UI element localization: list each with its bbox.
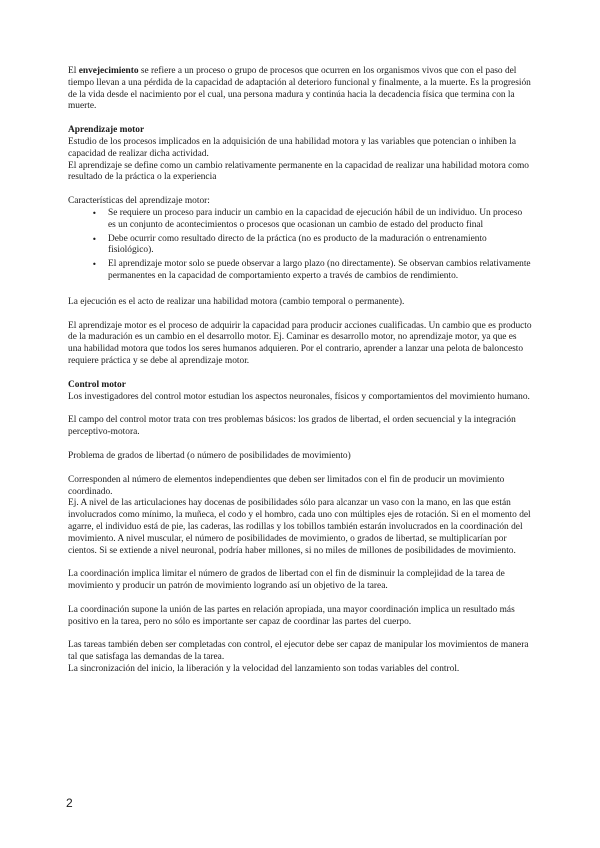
motor-control-heading: Control motor	[68, 379, 126, 390]
intro-term: envejecimiento	[78, 66, 139, 76]
intro-rest: se refiere a un proceso o grupo de procesos que ocurren en los organismos vivos que con el paso del tiempo llevan a una pérdida de la capacidad de adaptación al deterioro funcional y finalmente, a la muerte. Es la progresión de la vida desde el nacimiento por el cual, una persona madura y continúa hacia la decadencia física que termina con la muerte.	[68, 66, 531, 112]
coordination-union-paragraph: La coordinación supone la unión de las partes en relación apropiada, una mayor coordinación implica un resultado más positivo en la tarea, pero no sólo es importante ser capaz de coordinar las partes del cuerpo.	[68, 604, 515, 627]
characteristics-intro: Características del aprendizaje motor:	[68, 196, 210, 207]
execution-paragraph: La ejecución es el acto de realizar una habilidad motora (cambio temporal o permanente).	[68, 296, 405, 307]
bullet-icon: •	[92, 234, 97, 244]
characteristics-list	[68, 208, 532, 283]
bullet-icon: •	[92, 208, 97, 218]
motor-learning-process-paragraph: El aprendizaje motor es el proceso de adquirir la capacidad para producir acciones cualificadas. Un cambio que es producto de la maduración es un cambio en el desarrollo motor. Ej. Caminar es desarrollo motor, no aprendizaje motor, ya que es una habilidad motora que todos los seres humanos adquieren. Por el contrario, aprender a lanzar una pelota de baloncesto requiere práctica y se debe al aprendizaje motor.	[68, 320, 532, 366]
intro-paragraph	[68, 66, 532, 113]
page-number: 2	[66, 796, 73, 810]
list-item	[92, 207, 532, 232]
degrees-of-freedom-example: Ej. A nivel de las articulaciones hay docenas de posibilidades sólo para alcanzar un vaso con la mano, en las que están involucrados como mínimo, la muñeca, el codo y el hombro, cada uno con múltiples ejes de rotación. Si en el momento del agarre, el individuo está de pie, las caderas, las rodillas y los tobillos también estarán involucrados en la coordinación del movimiento. A nivel muscular, el número de posibilidades de movimiento, o grados de libertad, se multiplicarían por cientos. Si se extiende a nivel neuronal, podría haber millones, si no miles de millones de posibilidades de movimiento.	[68, 498, 531, 556]
list-item	[92, 233, 532, 258]
motor-control-problems: El campo del control motor trata con tres problemas básicos: los grados de libertad, el orden secuencial y la integración perceptivo-motora.	[68, 415, 516, 438]
synchronization-paragraph: La sincronización del inicio, la liberación y la velocidad del lanzamiento son todas variables del control.	[68, 664, 460, 675]
degrees-of-freedom-title: Problema de grados de libertad (o número de posibilidades de movimiento)	[68, 450, 351, 461]
degrees-of-freedom-definition: Corresponden al número de elementos independientes que deben ser limitados con el fin de producir un movimiento coordinado.	[68, 474, 505, 497]
list-item-text: El aprendizaje motor solo se puede observar a largo plazo (no directamente). Se observan cambios relativamente permanentes en la capacidad de comportamiento experto a través de cambios de rendimiento.	[108, 259, 531, 281]
intro-prefix: El	[68, 66, 79, 76]
motor-learning-definition: Estudio de los procesos implicados en la adquisición de una habilidad motora y las variables que potencian o inhiben la capacidad de realizar dicha actividad.	[68, 136, 517, 159]
motor-control-researchers: Los investigadores del control motor estudian los aspectos neuronales, físicos y comportamientos del movimiento humano.	[68, 391, 530, 402]
motor-learning-heading: Aprendizaje motor	[68, 125, 145, 136]
motor-learning-change: El aprendizaje se define como un cambio relativamente permanente en la capacidad de realizar una habilidad motora como resultado de la práctica o la experiencia	[68, 160, 529, 183]
list-item-text: Debe ocurrir como resultado directo de la práctica (no es producto de la maduración o entrenamiento fisiológico).	[108, 233, 487, 256]
list-item	[92, 259, 532, 283]
bullet-icon: •	[92, 260, 97, 270]
coordination-paragraph: La coordinación implica limitar el número de grados de libertad con el fin de disminuir la complejidad de la tarea de movimiento y producir un patrón de movimiento logrando así un objetivo de la tarea.	[68, 569, 505, 592]
control-tasks-paragraph: Las tareas también deben ser completadas con control, el ejecutor debe ser capaz de manipular los movimientos de manera tal que satisfaga las demandas de la tarea.	[68, 640, 529, 663]
list-item-text: Se requiere un proceso para inducir un cambio en la capacidad de ejecución hábil de un individuo. Un proceso es un conjunto de acontecimientos o procesos que ocasionan un cambio de estado del producto final	[108, 207, 523, 230]
